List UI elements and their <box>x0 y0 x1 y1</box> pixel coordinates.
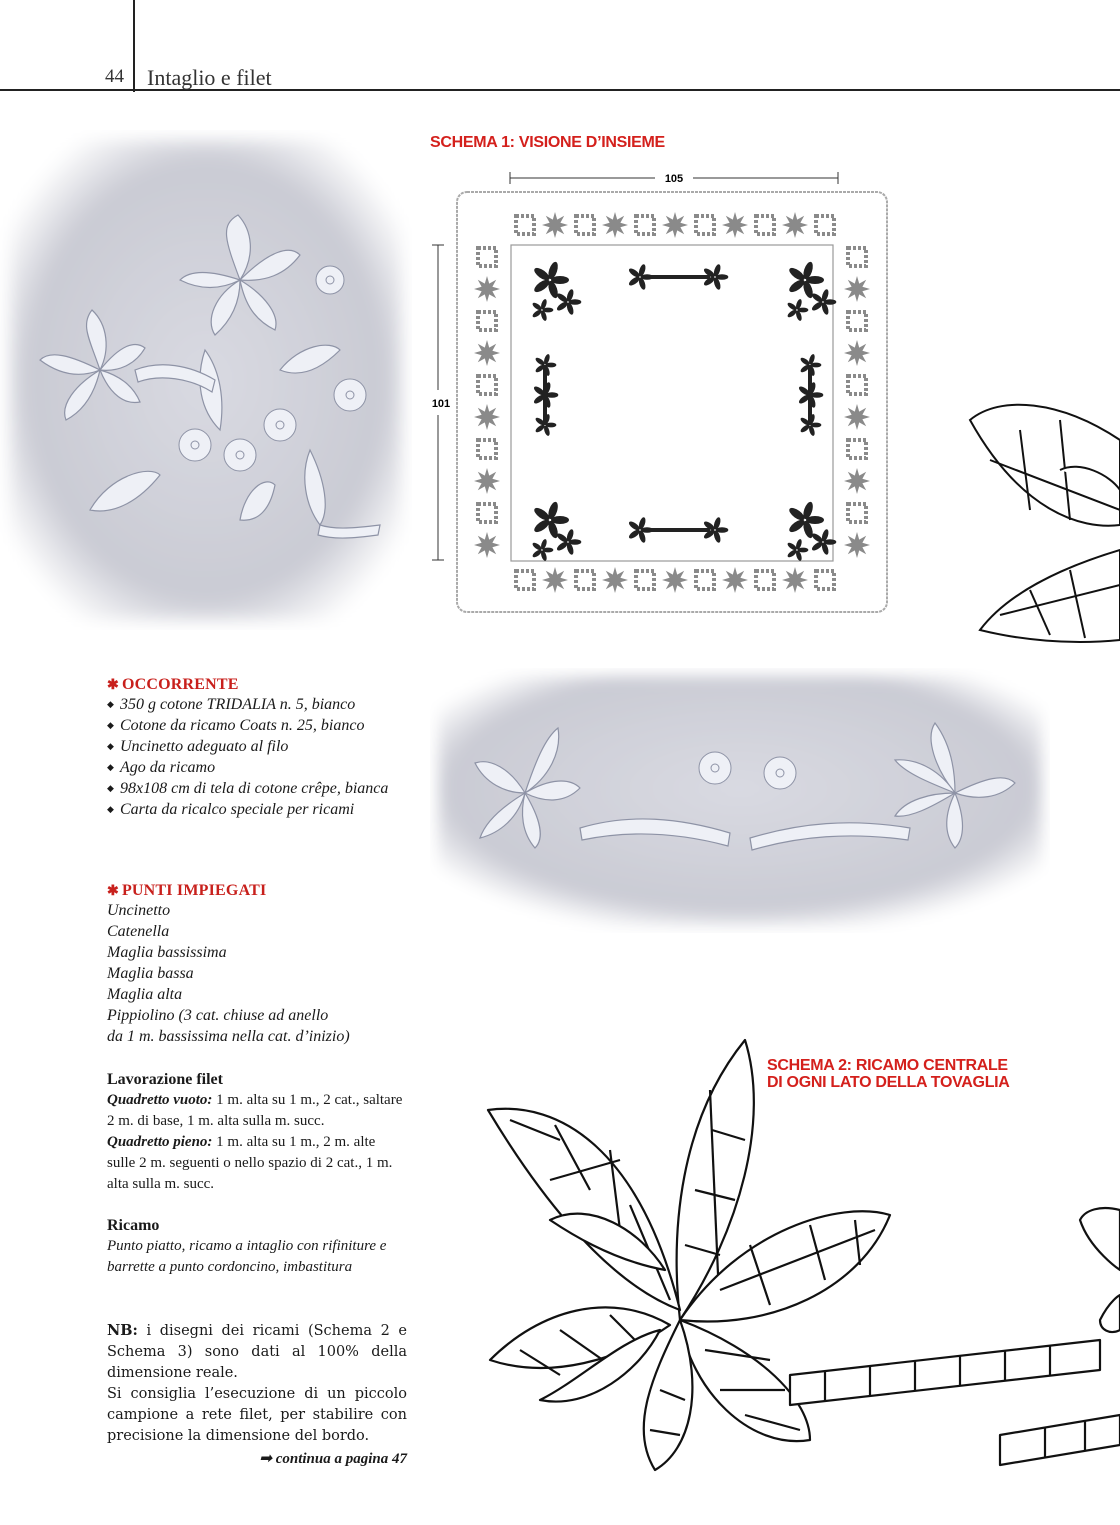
occorrente-heading: ✱ OCCORRENTE <box>107 676 239 693</box>
star-motif <box>474 276 500 302</box>
star-motif <box>844 468 870 494</box>
star-motif <box>474 468 500 494</box>
schema1-title: SCHEMA 1: VISIONE D’INSIEME <box>430 134 665 151</box>
nb-advice-text: Si consiglia l’esecuzione di un piccolo campione a rete filet, per stabilire con precisione la dimensione del bordo. <box>107 1386 407 1444</box>
list-item: ◆ Uncinetto adeguato al filo <box>107 736 407 757</box>
list-item: Uncinetto <box>107 902 171 919</box>
page-title: Intaglio e filet <box>147 65 272 90</box>
occorrente-list <box>107 694 407 820</box>
star-motif <box>542 567 568 593</box>
schema3-leaf-outline-partial <box>960 360 1120 650</box>
filet-pieno-text: Quadretto pieno: 1 m. alta su 1 m., 2 m. alte sulle 2 m. seguenti o nello spazio di 2 cat., 1 m. alta sulla m. succ. <box>107 1134 393 1192</box>
punti-section <box>107 882 407 1047</box>
ricamo-text: Punto piatto, ricamo a intaglio con rifiniture e barrette a punto cordoncino, imbastitura <box>107 1238 387 1275</box>
star-icon: ✱ <box>107 884 119 899</box>
star-motif <box>722 567 748 593</box>
schema1-height-label: 101 <box>431 398 451 410</box>
filet-section <box>107 1069 407 1195</box>
star-motif <box>602 212 628 238</box>
list-item: Maglia alta <box>107 986 183 1003</box>
star-motif <box>542 212 568 238</box>
occorrente-section <box>107 676 407 820</box>
star-motif <box>662 567 688 593</box>
star-icon: ✱ <box>107 678 119 693</box>
list-item: da 1 m. bassissima nella cat. d’inizio) <box>107 1028 350 1045</box>
list-item: Maglia bassa <box>107 965 194 982</box>
nb-text: NB: i disegni dei ricami (Schema 2 e Schema 3) sono dati al 100% della dimensione reale. <box>107 1322 407 1381</box>
page-number: 44 <box>105 66 124 87</box>
list-item: ◆ Carta da ricalco speciale per ricami <box>107 799 407 820</box>
star-motif <box>474 404 500 430</box>
list-item: ◆ Ago da ricamo <box>107 757 407 778</box>
star-motif <box>662 212 688 238</box>
star-motif <box>782 567 808 593</box>
star-motif <box>844 532 870 558</box>
list-item: ◆ Cotone da ricamo Coats n. 25, bianco <box>107 715 407 736</box>
list-item: Catenella <box>107 923 170 940</box>
schema1-width-label: 105 <box>664 173 684 185</box>
star-motif <box>474 532 500 558</box>
nb-section <box>107 1320 407 1468</box>
embroidery-photo-band <box>430 668 1050 933</box>
filet-heading: Lavorazione filet <box>107 1071 223 1088</box>
schema2-embroidery-pattern <box>480 1030 1120 1525</box>
schema2-title: SCHEMA 2: RICAMO CENTRALE DI OGNI LATO DELLA TOVAGLIA <box>767 1057 1010 1091</box>
punti-list <box>107 900 407 1047</box>
ricamo-heading: Ricamo <box>107 1217 160 1234</box>
ricamo-section <box>107 1215 407 1278</box>
list-item: Pippiolino (3 cat. chiuse ad anello <box>107 1007 329 1024</box>
schema1-tablecloth-diagram <box>425 165 895 620</box>
list-item: ◆ 98x108 cm di tela di cotone crêpe, bianca <box>107 778 407 799</box>
embroidery-photo-corner <box>0 130 412 630</box>
star-motif <box>474 340 500 366</box>
header-vertical-rule <box>133 0 135 92</box>
list-item: ◆ 350 g cotone TRIDALIA n. 5, bianco <box>107 694 407 715</box>
star-motif <box>844 276 870 302</box>
filet-vuoto-text: Quadretto vuoto: 1 m. alta su 1 m., 2 cat., saltare 2 m. di base, 1 m. alta sulla m. succ. <box>107 1092 403 1129</box>
continue-link[interactable]: ➟ continua a pagina 47 <box>259 1451 407 1467</box>
star-motif <box>844 340 870 366</box>
star-motif <box>782 212 808 238</box>
star-motif <box>602 567 628 593</box>
punti-heading: ✱ PUNTI IMPIEGATI <box>107 882 267 899</box>
star-motif <box>844 404 870 430</box>
list-item: Maglia bassissima <box>107 944 227 961</box>
star-motif <box>722 212 748 238</box>
